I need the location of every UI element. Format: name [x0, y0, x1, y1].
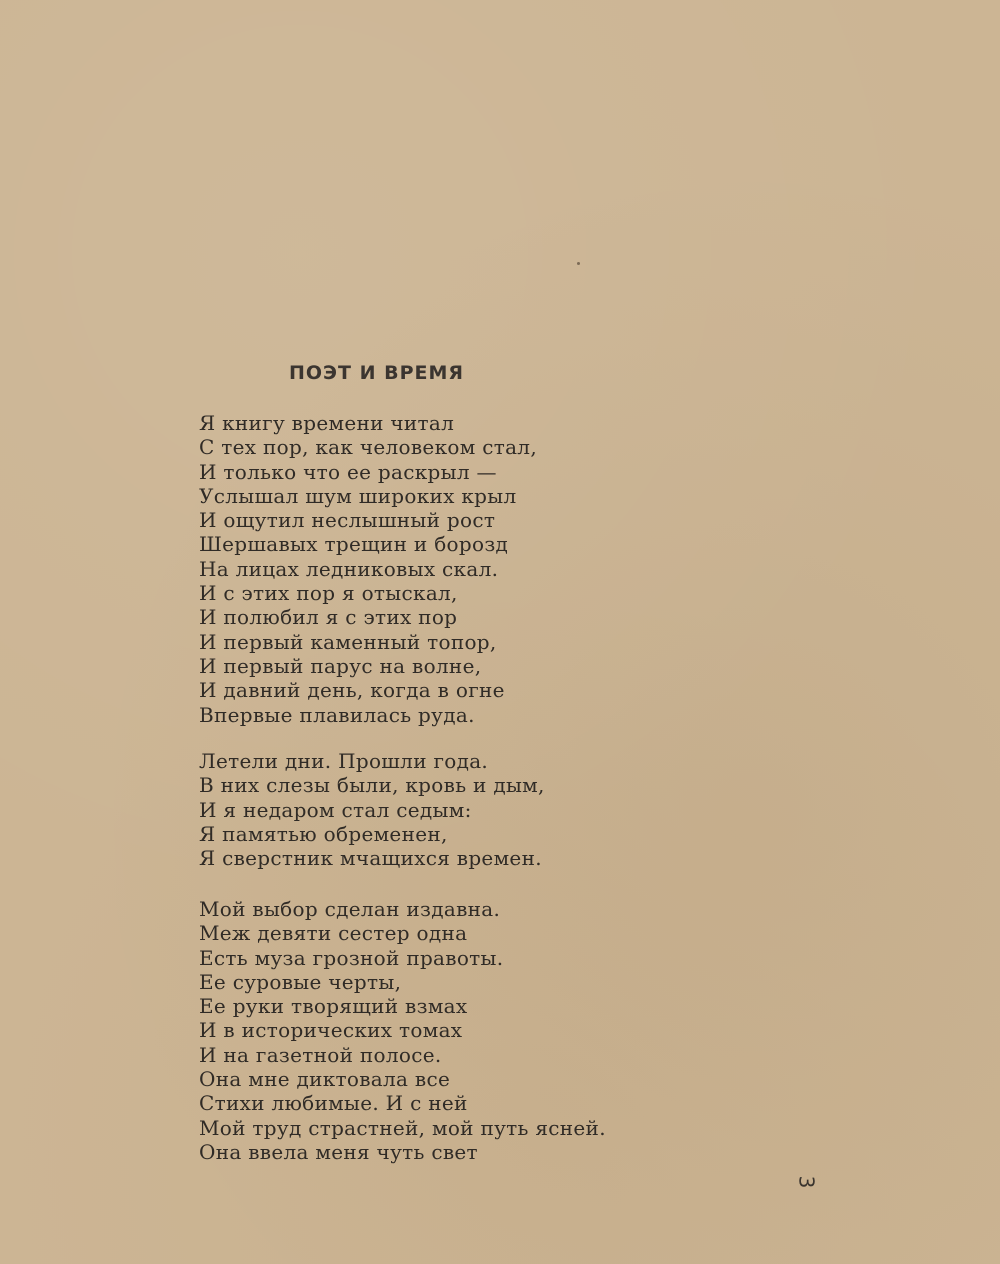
poem-line: Она ввела меня чуть свет — [199, 1139, 478, 1164]
stanza-1 — [199, 411, 719, 727]
stanza-2 — [199, 749, 719, 870]
poem-line: И первый парус на волне, — [199, 653, 482, 678]
poem-line: И давний день, когда в огне — [199, 678, 505, 703]
poem-line: И я недаром стал седым: — [199, 797, 472, 822]
poem-line: И с этих пор я отыскал, — [199, 581, 458, 606]
poem-line: Мой выбор сделан издавна. — [199, 897, 501, 921]
paper-speck — [577, 262, 580, 265]
poem-line: Летели дни. Прошли года. — [199, 749, 489, 773]
poem-line: На лицах ледниковых скал. — [199, 556, 499, 581]
poem-line: И ощутил неслышный рост — [199, 508, 496, 533]
poem-line: В них слезы были, кровь и дым, — [199, 773, 545, 798]
poem-line: И полюбил я с этих пор — [199, 605, 458, 630]
poem-line: Есть муза грозной правоты. — [199, 945, 504, 970]
poem-line: Шершавых трещин и борозд — [199, 532, 509, 557]
poem-line: Услышал шум широких крыл — [199, 483, 517, 508]
poem-line: Ее суровые черты, — [199, 969, 402, 994]
page-number: 3 — [794, 1175, 819, 1189]
poem-title: ПОЭТ И ВРЕМЯ — [289, 362, 465, 384]
poem-line: Меж девяти сестер одна — [199, 921, 468, 946]
poem-line: И только что ее раскрыл — — [199, 459, 497, 484]
poem-line: Она мне диктовала все — [199, 1067, 451, 1092]
poem-line: И на газетной полосе. — [199, 1042, 442, 1067]
poem-line: Я книгу времени читал — [199, 411, 455, 435]
poem-line: И первый каменный топор, — [199, 629, 497, 654]
poem-line: Я сверстник мчащихся времен. — [199, 846, 542, 871]
poem-line: Стихи любимые. И с ней — [199, 1091, 468, 1116]
poem-line: Ее руки творящий взмах — [199, 994, 468, 1019]
poem-line: Я памятью обременен, — [199, 821, 448, 846]
poem-line: И в исторических томах — [199, 1018, 463, 1043]
poem-line: Впервые плавилась руда. — [199, 702, 475, 727]
stanza-3 — [199, 897, 719, 1164]
poem-line: Мой труд страстней, мой путь ясней. — [199, 1115, 606, 1140]
poem-line: С тех пор, как человеком стал, — [199, 435, 537, 460]
